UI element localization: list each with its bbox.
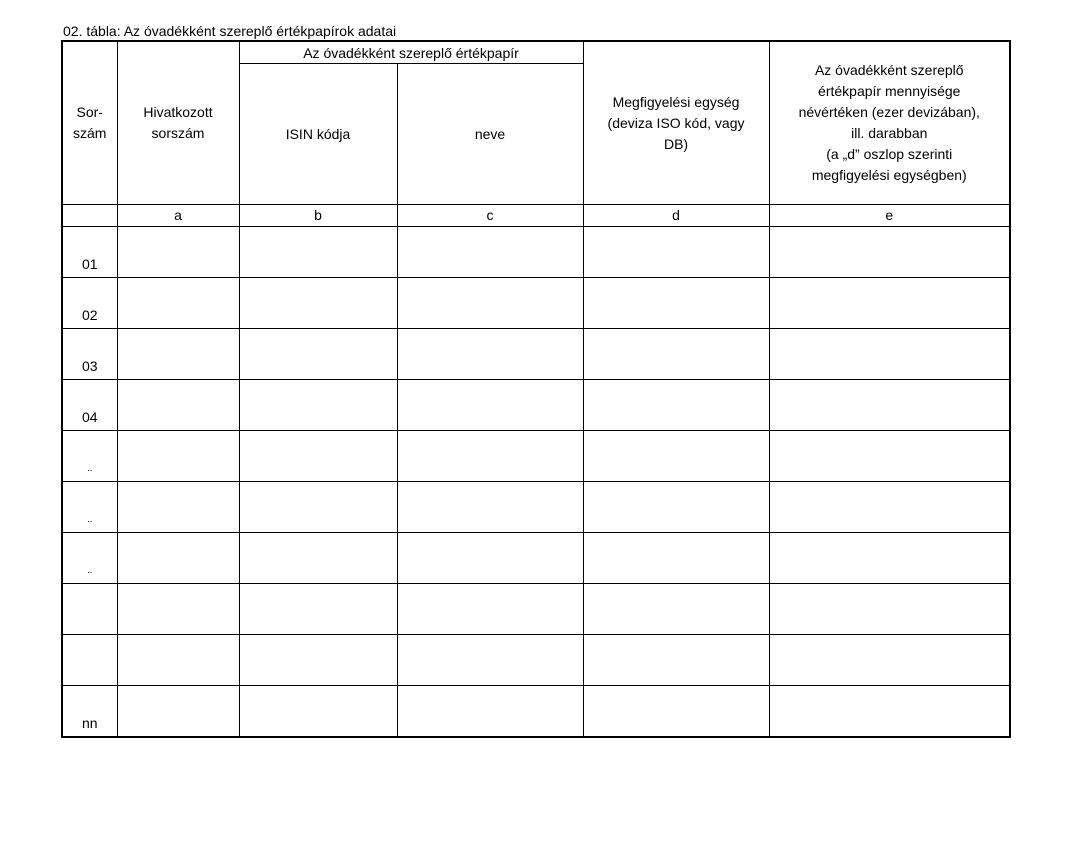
row-number: .. [62,533,117,584]
row-number: 04 [62,380,117,431]
letter-empty [62,205,117,227]
cell-a[interactable] [117,635,239,686]
row-number: 01 [62,227,117,278]
cell-b[interactable] [239,482,397,533]
row-number: 03 [62,329,117,380]
cell-e[interactable] [769,278,1010,329]
row-number: .. [62,482,117,533]
cell-c[interactable] [397,227,583,278]
cell-c[interactable] [397,686,583,738]
cell-a[interactable] [117,533,239,584]
cell-b[interactable] [239,227,397,278]
table-row [62,227,1010,278]
table-caption: 02. tábla: Az óvadékként szereplő értékpapírok adatai [63,23,397,39]
column-letter-c: c [397,205,583,227]
cell-d[interactable] [583,227,769,278]
header-sorszam: Sor- szám [62,41,117,205]
cell-e[interactable] [769,635,1010,686]
cell-e[interactable] [769,482,1010,533]
cell-c[interactable] [397,431,583,482]
header-mennyiseg: Az óvadékként szereplő értékpapír mennyisége névértéken (ezer devizában), ill. darabban (a „d” oszlop szerinti megfigyelési egységben) [769,41,1010,205]
column-letter-b: b [239,205,397,227]
cell-c[interactable] [397,380,583,431]
cell-a[interactable] [117,431,239,482]
cell-c[interactable] [397,635,583,686]
cell-e[interactable] [769,227,1010,278]
row-number [62,584,117,635]
table-row [62,686,1010,738]
cell-b[interactable] [239,431,397,482]
cell-e[interactable] [769,380,1010,431]
cell-d[interactable] [583,482,769,533]
table-row [62,380,1010,431]
cell-c[interactable] [397,533,583,584]
table-row [62,635,1010,686]
row-number: .. [62,431,117,482]
table-row [62,329,1010,380]
cell-b[interactable] [239,584,397,635]
cell-a[interactable] [117,584,239,635]
column-letter-d: d [583,205,769,227]
cell-d[interactable] [583,431,769,482]
cell-b[interactable] [239,380,397,431]
cell-b[interactable] [239,686,397,738]
cell-d[interactable] [583,635,769,686]
table-row [62,431,1010,482]
cell-c[interactable] [397,584,583,635]
table-row [62,533,1010,584]
cell-e[interactable] [769,533,1010,584]
cell-c[interactable] [397,329,583,380]
cell-a[interactable] [117,227,239,278]
header-megfigyelesi: Megfigyelési egység (deviza ISO kód, vagy DB) [583,41,769,205]
cell-d[interactable] [583,686,769,738]
header-isin: ISIN kódja [239,64,397,205]
cell-d[interactable] [583,278,769,329]
cell-a[interactable] [117,482,239,533]
column-letter-e: e [769,205,1010,227]
cell-c[interactable] [397,482,583,533]
table-row [62,584,1010,635]
cell-e[interactable] [769,584,1010,635]
securities-table [61,40,1011,738]
cell-a[interactable] [117,380,239,431]
cell-d[interactable] [583,584,769,635]
row-number: 02 [62,278,117,329]
row-number: nn [62,686,117,738]
cell-d[interactable] [583,329,769,380]
cell-a[interactable] [117,278,239,329]
header-neve: neve [397,64,583,205]
cell-b[interactable] [239,278,397,329]
table-row [62,482,1010,533]
cell-a[interactable] [117,329,239,380]
cell-b[interactable] [239,635,397,686]
cell-d[interactable] [583,533,769,584]
cell-e[interactable] [769,686,1010,738]
cell-b[interactable] [239,329,397,380]
column-letter-a: a [117,205,239,227]
cell-d[interactable] [583,380,769,431]
cell-e[interactable] [769,431,1010,482]
table-row [62,278,1010,329]
cell-a[interactable] [117,686,239,738]
cell-e[interactable] [769,329,1010,380]
cell-b[interactable] [239,533,397,584]
header-hivatkozott: Hivatkozott sorszám [117,41,239,205]
row-number [62,635,117,686]
header-group-title: Az óvadékként szereplő értékpapír [239,41,583,64]
cell-c[interactable] [397,278,583,329]
